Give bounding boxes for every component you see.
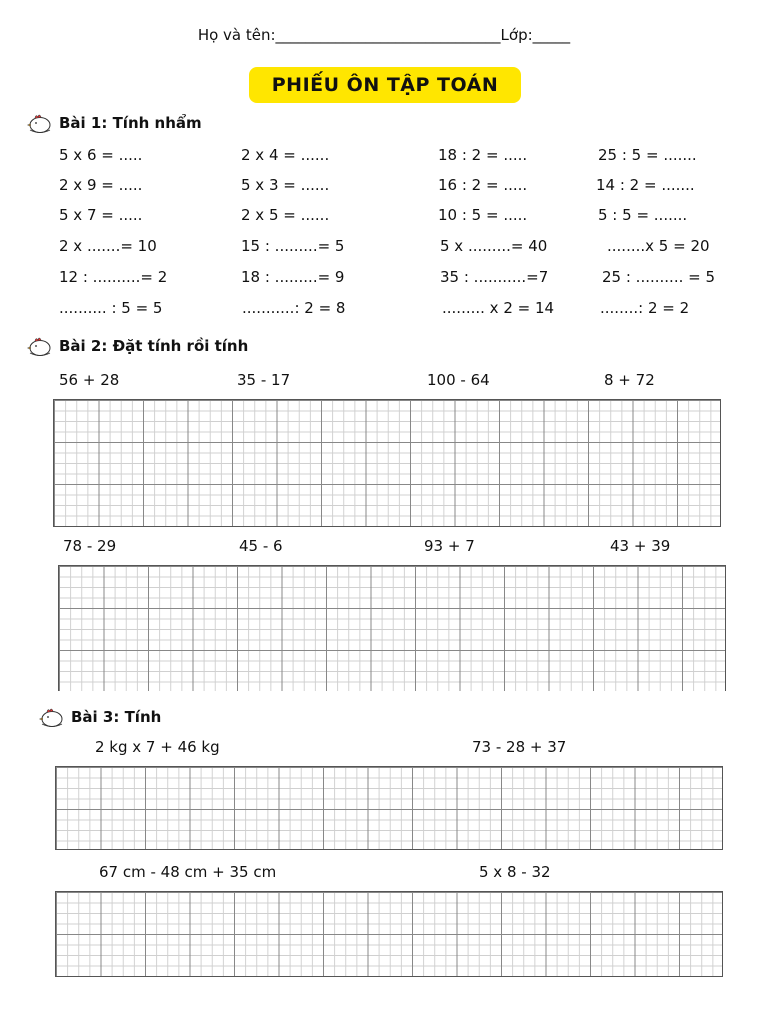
bai1-cell: ...........: 2 = 8 [242,299,346,317]
bai1-cell: 2 x 9 = ..... [59,176,143,194]
bai2-expression: 100 - 64 [427,371,490,389]
bai2-expression: 56 + 28 [59,371,120,389]
bai1-heading: Bài 1: Tính nhẩm [59,114,202,132]
bai1-cell: 35 : ...........=7 [440,268,549,286]
answer-grid[interactable] [55,891,723,977]
bai1-cell: ........: 2 = 2 [600,299,690,317]
bai1-cell: 18 : 2 = ..... [438,146,528,164]
bai1-cell: 5 x 7 = ..... [59,206,143,224]
hen-icon [26,335,52,357]
bai1-cell: 5 x 3 = ...... [241,176,330,194]
bai2-expression: 93 + 7 [424,537,475,555]
bai2-expression: 43 + 39 [610,537,671,555]
name-class-line: Họ và tên:______________________________Lớp:_____ [197,26,571,44]
answer-grid[interactable] [55,766,723,850]
bai1-cell: 5 x .........= 40 [440,237,548,255]
bai1-cell: 5 x 6 = ..... [59,146,143,164]
bai3-heading: Bài 3: Tính [71,708,162,726]
answer-grid[interactable] [58,565,726,691]
bai3-expression: 5 x 8 - 32 [479,863,551,881]
bai1-cell: 14 : 2 = ....... [596,176,695,194]
bai1-cell: 12 : ..........= 2 [59,268,168,286]
bai1-cell: 2 x 4 = ...... [241,146,330,164]
bai1-cell: 16 : 2 = ..... [438,176,528,194]
bai2-expression: 78 - 29 [63,537,117,555]
worksheet-title: PHIẾU ÔN TẬP TOÁN [249,67,521,103]
bai2-expression: 45 - 6 [239,537,283,555]
bai1-cell: ......... x 2 = 14 [442,299,555,317]
bai1-cell: 18 : .........= 9 [241,268,345,286]
bai1-cell: 25 : 5 = ....... [598,146,697,164]
answer-grid[interactable] [53,399,721,527]
bai2-heading: Bài 2: Đặt tính rồi tính [59,337,249,355]
hen-icon [26,112,52,134]
bai2-expression: 8 + 72 [604,371,655,389]
bai3-expression: 67 cm - 48 cm + 35 cm [99,863,277,881]
bai1-cell: ........x 5 = 20 [607,237,710,255]
bai1-cell: 2 x .......= 10 [59,237,157,255]
bai3-expression: 2 kg x 7 + 46 kg [95,738,220,756]
bai1-cell: 5 : 5 = ....... [598,206,688,224]
bai1-cell: 2 x 5 = ...... [241,206,330,224]
bai1-cell: 15 : .........= 5 [241,237,345,255]
hen-icon [38,706,64,728]
bai2-expression: 35 - 17 [237,371,291,389]
bai1-cell: .......... : 5 = 5 [59,299,163,317]
bai1-cell: 25 : .......... = 5 [602,268,716,286]
bai1-cell: 10 : 5 = ..... [438,206,528,224]
bai3-expression: 73 - 28 + 37 [472,738,567,756]
